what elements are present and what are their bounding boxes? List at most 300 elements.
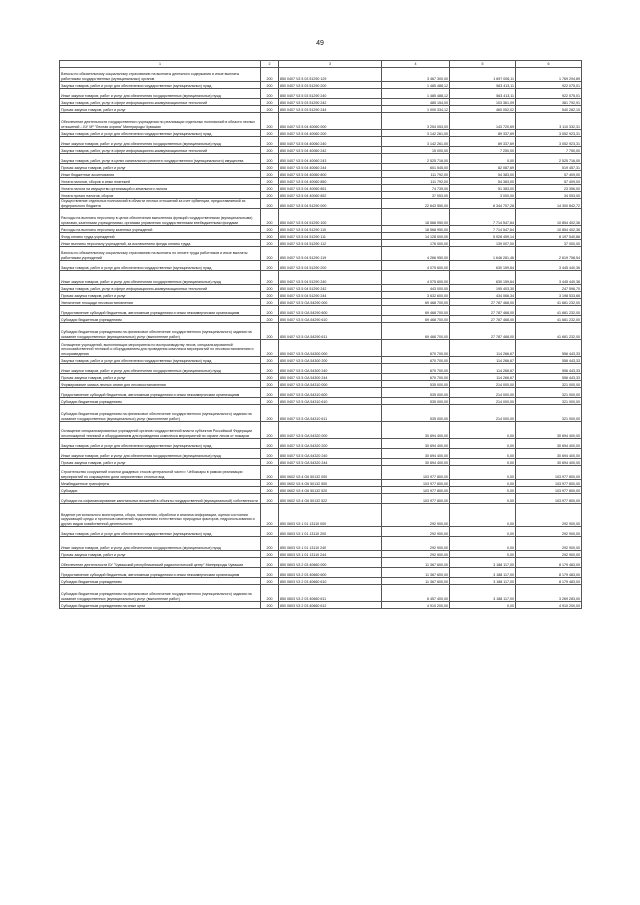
row-executed-amount-cell: 114 266,67 [450,357,516,364]
table-row [60,233,582,240]
row-line-code-cell: 200 [261,388,279,398]
row-executed-amount-cell: 8 344 707,28 [450,199,516,209]
row-classification-code-cell: 850 0407 Ч3 5 GA 54290 600 [279,306,382,316]
row-unexecuted-amount-cell: 41 681 232,00 [516,323,582,340]
row-classification-code-cell: 850 0603 Ч3 1 01 13110 244 [279,551,382,558]
row-name-cell: Оснащение учреждений, выполняющих мероприятия по воспроизводству лесов, специализированной лесохозяйственной техникой и оборудованием для проведения комплекса мероприятий по лесовосстановлению и лесоразведению [60,340,261,357]
row-classification-code-cell: 850 0407 Ч3 5 03 51290 242 [279,99,382,106]
row-unexecuted-amount-cell: 7 750,00 [516,147,582,154]
row-classification-code-cell: 850 0603 Ч3 2 03 40660 610 [279,578,382,585]
table-row [60,299,582,306]
row-name-cell: Взносы по обязательному социальному страхованию на выплаты по оплате труда работников и иные выплаты работникам учреждений [60,247,261,261]
row-executed-amount-cell: 27 787 468,00 [450,299,516,306]
row-unexecuted-amount-cell: 3 198 533,66 [516,292,582,299]
table-row [60,585,582,602]
row-name-cell: Закупка товаров, работ и услуг для обеспечения государственных (муниципальных) нужд [60,357,261,364]
row-name-cell: Межбюджетные трансферты [60,480,261,487]
row-approved-amount-cell: 30 694 400,00 [382,449,450,459]
row-classification-code-cell: 850 0407 Ч3 5 GA 54320 000 [279,422,382,439]
table-row [60,487,582,494]
row-approved-amount-cell: 11 367 600,00 [382,558,450,568]
row-name-cell: Расходы на выплаты персоналу казенных учреждений [60,226,261,233]
row-classification-code-cell: 850 0407 Ч3 5 04 40060 000 [279,113,382,130]
row-executed-amount-cell: 460 052,02 [450,106,516,113]
row-approved-amount-cell: 69 468 700,00 [382,316,450,323]
row-name-cell: Ведение регионального мониторинга, сбора, накопления, обработки и анализа информации, оценки состояния окружающей среды и прогнозов изменений под влиянием естественных природных факторов, недропользования и других видов хозяйственной деятельности [60,504,261,527]
row-approved-amount-cell: 485 154,00 [382,99,450,106]
row-name-cell: Иные закупки товаров, работ и услуг для обеспечения государственных (муниципальных) нужд [60,137,261,147]
row-executed-amount-cell: 195 403,30 [450,285,516,292]
table-row [60,466,582,480]
row-executed-amount-cell: 0,00 [450,494,516,504]
column-header: 5 [450,61,516,68]
table-row [60,323,582,340]
row-unexecuted-amount-cell: 41 681 232,00 [516,316,582,323]
row-classification-code-cell: 850 0407 Ч3 5 04 40060 850 [279,178,382,185]
row-line-code-cell: 200 [261,381,279,388]
row-approved-amount-cell: 1 000 334,12 [382,106,450,113]
row-executed-amount-cell: 114 266,67 [450,364,516,374]
row-executed-amount-cell: 214 000,00 [450,381,516,388]
row-approved-amount-cell: 670 700,00 [382,340,450,357]
row-line-code-cell: 200 [261,192,279,199]
row-unexecuted-amount-cell: 292 900,00 [516,537,582,551]
row-name-cell: Предоставление субсидий бюджетным, автономным учреждениям и иным некоммерческим организациям [60,306,261,316]
row-executed-amount-cell: 563 413,11 [450,82,516,89]
row-executed-amount-cell: 0,00 [450,154,516,164]
row-approved-amount-cell: 670 700,00 [382,364,450,374]
row-line-code-cell: 200 [261,504,279,527]
row-approved-amount-cell: 74 739,00 [382,185,450,192]
row-classification-code-cell: 850 0603 Ч3 1 01 13110 240 [279,537,382,551]
table-row [60,178,582,185]
table-row [60,537,582,551]
table-row [60,449,582,459]
row-line-code-cell: 200 [261,233,279,240]
row-unexecuted-amount-cell: 41 681 232,00 [516,299,582,306]
row-classification-code-cell: 850 0603 Ч3 2 03 40660 611 [279,585,382,602]
row-unexecuted-amount-cell: 8 197 540,86 [516,233,582,240]
row-line-code-cell: 200 [261,247,279,261]
table-row [60,480,582,487]
row-name-cell: Уплата налога на имущество организаций и земельного налога [60,185,261,192]
row-executed-amount-cell: 143 720,69 [450,113,516,130]
row-name-cell: Закупка товаров, работ и услуг для обеспечения государственных (муниципальных) нужд [60,261,261,271]
row-executed-amount-cell: 3 188 117,00 [450,585,516,602]
row-approved-amount-cell: 535 000,00 [382,398,450,405]
row-approved-amount-cell: 292 900,00 [382,527,450,537]
row-approved-amount-cell: 535 000,00 [382,405,450,422]
row-unexecuted-amount-cell: 37 000,00 [516,240,582,247]
row-classification-code-cell: 850 0407 Ч3 5 04 51290 100 [279,209,382,226]
row-executed-amount-cell: 0,00 [450,459,516,466]
row-line-code-cell: 200 [261,398,279,405]
row-name-cell: Увеличение площади лесовосстановления [60,299,261,306]
table-row [60,558,582,568]
row-unexecuted-amount-cell: 8 179 483,00 [516,558,582,568]
row-line-code-cell: 200 [261,537,279,551]
row-approved-amount-cell: 15 000,00 [382,147,450,154]
row-name-cell: Закупка товаров, работ и услуг для обеспечения государственных (муниципальных) нужд [60,130,261,137]
row-classification-code-cell: 850 0407 Ч3 5 04 51290 112 [279,240,382,247]
row-unexecuted-amount-cell: 540 282,10 [516,106,582,113]
row-unexecuted-amount-cell: 1 769 294,89 [516,68,582,82]
row-line-code-cell: 200 [261,459,279,466]
row-line-code-cell: 200 [261,306,279,316]
row-line-code-cell: 200 [261,261,279,271]
row-unexecuted-amount-cell: 103 977 800,00 [516,466,582,480]
row-classification-code-cell: 850 0407 Ч3 5 GA 54320 244 [279,459,382,466]
row-line-code-cell: 200 [261,568,279,578]
row-executed-amount-cell: 0,00 [450,466,516,480]
row-classification-code-cell: 850 0407 Ч3 5 04 40060 243 [279,154,382,164]
row-classification-code-cell: 850 0407 Ч3 5 GA 54310 611 [279,405,382,422]
table-row [60,398,582,405]
row-executed-amount-cell: 3 188 117,00 [450,558,516,568]
column-header: 3 [279,61,382,68]
row-name-cell: Субсидии бюджетным учреждениям на финансовое обеспечение государственного (муниципального) задания на оказание государственных (муниципальных) услуг (выполнение работ) [60,405,261,422]
table-row [60,199,582,209]
row-executed-amount-cell: 0,00 [450,422,516,439]
row-approved-amount-cell: 292 900,00 [382,537,450,551]
row-executed-amount-cell: 0,00 [450,449,516,459]
row-unexecuted-amount-cell: 556 443,33 [516,340,582,357]
row-approved-amount-cell: 103 977 800,00 [382,480,450,487]
table-row [60,209,582,226]
row-classification-code-cell: 850 0407 Ч3 5 04 51290 000 [279,199,382,209]
row-classification-code-cell: 850 0407 Ч3 5 GA 54300 244 [279,374,382,381]
row-executed-amount-cell: 3 000,00 [450,192,516,199]
row-line-code-cell: 200 [261,164,279,171]
row-name-cell: Осуществление отдельных полномочий в области лесных отношений за счет субвенции, предоставляемой из федерального бюджета [60,199,261,209]
column-number-header-row [60,61,582,68]
row-line-code-cell: 200 [261,154,279,164]
row-classification-code-cell: 850 0407 Ч3 5 GA 54310 000 [279,381,382,388]
row-line-code-cell: 200 [261,99,279,106]
row-executed-amount-cell: 1 697 006,11 [450,68,516,82]
row-name-cell: Закупка товаров, работ, услуг в целях капитального ремонта государственного (муниципального) имущества [60,154,261,164]
row-classification-code-cell: 850 0407 Ч3 5 GA 54320 200 [279,439,382,449]
table-row [60,306,582,316]
row-line-code-cell: 200 [261,558,279,568]
row-executed-amount-cell: 0,00 [450,602,516,609]
row-executed-amount-cell: 27 787 468,00 [450,306,516,316]
table-row [60,68,582,82]
row-line-code-cell: 200 [261,422,279,439]
row-unexecuted-amount-cell: 922 075,01 [516,82,582,89]
row-line-code-cell: 200 [261,578,279,585]
row-name-cell: Закупка товаров, работ и услуг для обеспечения государственных (муниципальных) нужд [60,527,261,537]
row-approved-amount-cell: 103 977 800,00 [382,466,450,480]
row-unexecuted-amount-cell: 3 052 923,31 [516,130,582,137]
table-row [60,374,582,381]
row-approved-amount-cell: 4 266 950,00 [382,247,450,261]
row-executed-amount-cell: 139 007,00 [450,240,516,247]
row-approved-amount-cell: 3 467 300,00 [382,68,450,82]
row-classification-code-cell: 850 0407 Ч3 5 03 51290 200 [279,82,382,89]
row-line-code-cell: 200 [261,82,279,89]
row-unexecuted-amount-cell: 30 694 400,00 [516,449,582,459]
table-row [60,192,582,199]
row-approved-amount-cell: 69 468 700,00 [382,299,450,306]
table-row [60,82,582,89]
table-row [60,405,582,422]
row-unexecuted-amount-cell: 3 052 923,31 [516,137,582,147]
table-row [60,164,582,171]
row-classification-code-cell: 850 0602 Ч3 4 G6 50132 522 [279,494,382,504]
row-classification-code-cell: 850 0407 Ч3 5 03 51290 244 [279,106,382,113]
page-number: 49 [316,40,324,47]
row-name-cell: Предоставление субсидий бюджетным, автономным учреждениям и иным некоммерческим организациям [60,388,261,398]
row-approved-amount-cell: 292 900,00 [382,551,450,558]
table-row [60,292,582,299]
row-line-code-cell: 200 [261,585,279,602]
row-classification-code-cell: 850 0407 Ч3 5 04 40060 240 [279,137,382,147]
row-executed-amount-cell: 563 413,11 [450,89,516,99]
row-line-code-cell: 200 [261,374,279,381]
row-unexecuted-amount-cell: 321 000,00 [516,405,582,422]
row-name-cell: Субсидии бюджетным учреждениям на иные цели [60,602,261,609]
row-line-code-cell: 200 [261,316,279,323]
row-approved-amount-cell: 37 053,00 [382,192,450,199]
row-unexecuted-amount-cell: 14 300 842,72 [516,199,582,209]
row-approved-amount-cell: 11 367 600,00 [382,578,450,585]
row-executed-amount-cell: 5 928 459,14 [450,233,516,240]
row-approved-amount-cell: 4 075 600,00 [382,261,450,271]
row-line-code-cell: 200 [261,340,279,357]
row-executed-amount-cell: 214 000,00 [450,388,516,398]
row-approved-amount-cell: 176 000,00 [382,240,450,247]
row-line-code-cell: 200 [261,357,279,364]
table-row [60,357,582,364]
budget-execution-table [59,60,582,609]
row-classification-code-cell: 850 0407 Ч3 5 GA 54310 600 [279,388,382,398]
row-executed-amount-cell: 82 087,69 [450,164,516,171]
row-approved-amount-cell: 30 694 400,00 [382,422,450,439]
row-unexecuted-amount-cell: 103 977 800,00 [516,494,582,504]
row-classification-code-cell: 850 0407 Ч3 5 GA 54300 000 [279,340,382,357]
row-executed-amount-cell: 3 188 117,00 [450,578,516,585]
row-classification-code-cell: 850 0603 Ч3 1 01 13110 200 [279,527,382,537]
row-name-cell: Иные выплаты персоналу учреждений, за исключением фонда оплаты труда [60,240,261,247]
row-line-code-cell: 200 [261,271,279,285]
row-executed-amount-cell: 89 337,69 [450,137,516,147]
row-executed-amount-cell: 54 383,00 [450,178,516,185]
row-classification-code-cell: 850 0407 Ч3 5 GA 54290 000 [279,299,382,306]
row-executed-amount-cell: 7 250,00 [450,147,516,154]
row-executed-amount-cell: 0,00 [450,504,516,527]
row-unexecuted-amount-cell: 3 269 283,00 [516,585,582,602]
row-unexecuted-amount-cell: 556 443,33 [516,357,582,364]
row-name-cell: Закупка товаров, работ, услуг в сфере информационно-коммуникационных технологий [60,285,261,292]
row-unexecuted-amount-cell: 556 443,33 [516,374,582,381]
row-approved-amount-cell: 292 900,00 [382,504,450,527]
table-row [60,106,582,113]
row-unexecuted-amount-cell: 8 179 483,00 [516,578,582,585]
row-name-cell: Оснащение специализированных учреждений органов государственной власти субъектов Российской Федерации лесопожарной техникой и оборудованием для проведения комплекса мероприятий по охране лесов от пожаров [60,422,261,439]
table-row [60,364,582,374]
row-line-code-cell: 200 [261,551,279,558]
row-name-cell: Субсидии бюджетным учреждениям [60,578,261,585]
table-row [60,494,582,504]
row-executed-amount-cell: 54 383,00 [450,171,516,178]
row-name-cell: Иные закупки товаров, работ и услуг для обеспечения государственных (муниципальных) нужд [60,537,261,551]
row-unexecuted-amount-cell: 103 977 800,00 [516,480,582,487]
row-approved-amount-cell: 3 632 600,00 [382,292,450,299]
row-executed-amount-cell: 0,00 [450,487,516,494]
row-name-cell: Субсидии [60,487,261,494]
row-approved-amount-cell: 535 000,00 [382,381,450,388]
row-line-code-cell: 200 [261,226,279,233]
row-name-cell: Прочая закупка товаров, работ и услуг [60,106,261,113]
row-classification-code-cell: 850 0407 Ч3 5 04 40060 800 [279,171,382,178]
row-line-code-cell: 200 [261,285,279,292]
table-row [60,551,582,558]
row-line-code-cell: 200 [261,449,279,459]
row-name-cell: Субсидии бюджетным учреждениям [60,316,261,323]
row-approved-amount-cell: 14 128 000,00 [382,233,450,240]
row-name-cell: Субсидии бюджетным учреждениям на финансовое обеспечение государственного (муниципального) задания на оказание государственных (муниципальных) услуг (выполнение работ) [60,585,261,602]
row-name-cell: Прочая закупка товаров, работ и услуг [60,374,261,381]
table-row [60,422,582,439]
table-row [60,602,582,609]
row-executed-amount-cell: 0,00 [450,551,516,558]
row-name-cell: Обеспечение деятельности БУ "Чувашский республиканский радиологический центр" Минприроды Чувашии [60,558,261,568]
row-classification-code-cell: 850 0407 Ч3 5 03 51290 240 [279,89,382,99]
row-line-code-cell: 200 [261,405,279,422]
row-approved-amount-cell: 4 075 600,00 [382,271,450,285]
row-approved-amount-cell: 4 910 200,00 [382,602,450,609]
row-approved-amount-cell: 3 142 261,00 [382,130,450,137]
row-line-code-cell: 200 [261,480,279,487]
row-unexecuted-amount-cell: 41 681 232,00 [516,306,582,316]
row-approved-amount-cell: 535 000,00 [382,388,450,398]
table-row [60,154,582,164]
row-line-code-cell: 200 [261,323,279,340]
row-line-code-cell: 200 [261,494,279,504]
row-name-cell: Закупка товаров, работ, услуг в сфере информационно-коммуникационных технологий [60,99,261,106]
row-name-cell: Субсидии бюджетным учреждениям [60,398,261,405]
row-unexecuted-amount-cell: 292 900,00 [516,527,582,537]
row-approved-amount-cell: 601 545,00 [382,164,450,171]
row-name-cell: Фонд оплаты труда учреждений [60,233,261,240]
row-line-code-cell: 200 [261,527,279,537]
table-row [60,247,582,261]
table-row [60,185,582,192]
row-executed-amount-cell: 214 000,00 [450,405,516,422]
row-approved-amount-cell: 6 457 400,00 [382,585,450,602]
table-row [60,439,582,449]
row-line-code-cell: 200 [261,299,279,306]
row-executed-amount-cell: 51 383,00 [450,185,516,192]
column-header: 4 [382,61,450,68]
row-classification-code-cell: 850 0407 Ч3 5 GA 54300 240 [279,364,382,374]
row-line-code-cell: 200 [261,292,279,299]
row-executed-amount-cell: 1 646 281,46 [450,247,516,261]
row-classification-code-cell: 850 0407 Ч3 5 04 51290 200 [279,261,382,271]
table-body [60,68,582,609]
row-line-code-cell: 200 [261,106,279,113]
row-name-cell: Предоставление субсидий бюджетным, автономным учреждениям и иным некоммерческим организациям [60,568,261,578]
row-executed-amount-cell: 434 066,34 [450,292,516,299]
row-unexecuted-amount-cell: 556 443,33 [516,364,582,374]
row-executed-amount-cell: 0,00 [450,439,516,449]
row-classification-code-cell: 850 0407 Ч3 5 GA 54300 200 [279,357,382,364]
row-classification-code-cell: 850 0407 Ч3 5 04 40060 242 [279,147,382,154]
row-approved-amount-cell: 30 694 400,00 [382,439,450,449]
row-name-cell: Иные бюджетные ассигнования [60,171,261,178]
row-classification-code-cell: 850 0407 Ч3 5 04 40060 851 [279,185,382,192]
row-line-code-cell: 200 [261,466,279,480]
row-name-cell: Расходы на выплаты персоналу в целях обеспечения выполнения функций государственными (муниципальными) органами, казенными учреждениями, органами управления государственными внебюджетными фондами [60,209,261,226]
row-name-cell: Обеспечение деятельности государственного учреждения по реализации отдельных полномочий в области лесных отношений – БУ ЧР "Лесная охрана" Минприроды Чувашии [60,113,261,130]
row-name-cell: Иные закупки товаров, работ и услуг для обеспечения государственных (муниципальных) нужд [60,271,261,285]
row-name-cell: Прочая закупка товаров, работ и услуг [60,292,261,299]
row-line-code-cell: 200 [261,439,279,449]
row-classification-code-cell: 850 0407 Ч3 5 GA 54290 610 [279,316,382,323]
row-name-cell: Прочая закупка товаров, работ и услуг [60,164,261,171]
row-name-cell: Закупка товаров, работ, услуг в сфере информационно-коммуникационных технологий [60,147,261,154]
row-executed-amount-cell: 27 787 468,00 [450,316,516,323]
row-unexecuted-amount-cell: 103 977 800,00 [516,487,582,494]
row-classification-code-cell: 850 0407 Ч3 5 04 51290 111 [279,233,382,240]
row-classification-code-cell: 850 0602 Ч3 4 G6 50132 520 [279,487,382,494]
table-row [60,340,582,357]
table-row [60,226,582,233]
row-unexecuted-amount-cell: 34 053,00 [516,192,582,199]
row-unexecuted-amount-cell: 381 792,91 [516,99,582,106]
row-name-cell: Закупка товаров, работ и услуг для обеспечения государственных (муниципальных) нужд [60,439,261,449]
row-line-code-cell: 200 [261,199,279,209]
row-classification-code-cell: 850 0407 Ч3 5 04 40060 200 [279,130,382,137]
column-header: 2 [261,61,279,68]
row-approved-amount-cell: 69 468 700,00 [382,306,450,316]
row-name-cell: Закупка товаров, работ и услуг для обеспечения государственных (муниципальных) нужд [60,82,261,89]
row-classification-code-cell: 850 0407 Ч3 5 03 51290 129 [279,68,382,82]
row-line-code-cell: 200 [261,602,279,609]
row-line-code-cell: 200 [261,147,279,154]
row-name-cell: Уплата прочих налогов, сборов [60,192,261,199]
row-name-cell: Субсидии на софинансирование капитальных вложений в объекты государственной (муниципальной) собственности [60,494,261,504]
row-unexecuted-amount-cell: 30 694 400,00 [516,439,582,449]
row-executed-amount-cell: 114 266,67 [450,374,516,381]
row-classification-code-cell: 850 0407 Ч3 5 04 40060 852 [279,192,382,199]
table-row [60,130,582,137]
table-row [60,285,582,292]
table-row [60,568,582,578]
row-unexecuted-amount-cell: 57 409,00 [516,178,582,185]
row-line-code-cell: 200 [261,137,279,147]
row-classification-code-cell: 850 0407 Ч3 5 04 51290 242 [279,285,382,292]
row-executed-amount-cell: 103 361,09 [450,99,516,106]
table-row [60,171,582,178]
row-classification-code-cell: 850 0602 Ч3 4 G6 50132 500 [279,480,382,487]
row-unexecuted-amount-cell: 247 596,70 [516,285,582,292]
row-name-cell: Иные закупки товаров, работ и услуг для обеспечения государственных (муниципальных) нужд [60,89,261,99]
row-approved-amount-cell: 1 485 488,12 [382,89,450,99]
row-line-code-cell: 200 [261,68,279,82]
table-row [60,381,582,388]
row-approved-amount-cell: 103 977 800,00 [382,494,450,504]
row-executed-amount-cell: 0,00 [450,537,516,551]
row-approved-amount-cell: 670 700,00 [382,374,450,381]
row-unexecuted-amount-cell: 30 694 400,00 [516,422,582,439]
row-executed-amount-cell: 0,00 [450,527,516,537]
row-unexecuted-amount-cell: 321 000,00 [516,381,582,388]
table-row [60,527,582,537]
row-unexecuted-amount-cell: 30 694 400,00 [516,459,582,466]
row-classification-code-cell: 850 0407 Ч3 5 GA 54320 240 [279,449,382,459]
